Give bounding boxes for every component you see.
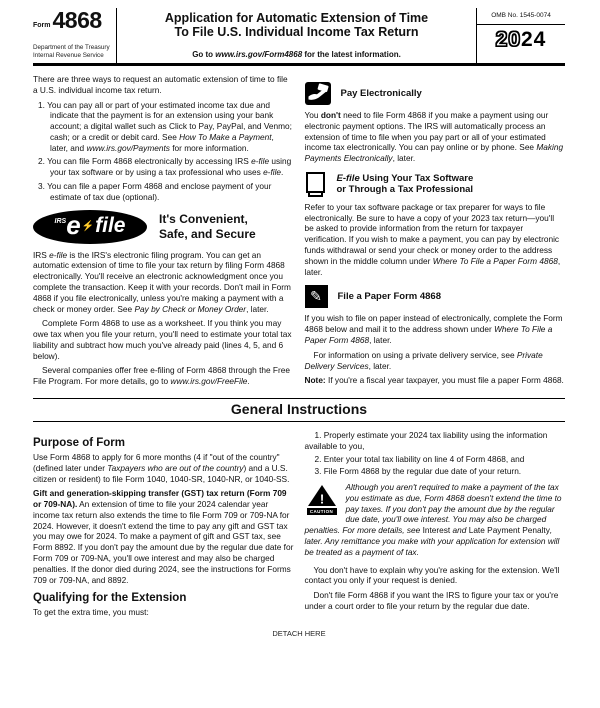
list-item-1: 1. You can pay all or part of your estimated income tax due and indicate that the payment is for an extension using your bank account; a digital wallet such as Click to Pay, PayPal, and Venmo; cash; or a credit or debit card. See How To Make a Payment, later, and www.irs.gov/Payments for more information. [38, 99, 292, 153]
right-column-bottom [305, 430, 566, 622]
form-number-block [33, 8, 117, 63]
form-number: 4868 [52, 7, 102, 33]
list-item-2: 2. You can file Form 4868 electronically by accessing IRS e-file using your tax software or by using a tax professional who uses e-file. [38, 156, 292, 178]
tax-year-century: 20 [495, 28, 521, 51]
tax-year [477, 25, 565, 52]
caution-paragraph: Although you aren't required to make a payment of the tax you estimate as due, Form 4868 doesn't extend the time to pay taxes. If you don't pay the amount due by the regular due date, you'll owe interest. You may also be charged penalties. For more details, see Interest and Late Payment Penalty, later. Any remittance you make with your application for extension will be treated as a payment of tax. [304, 482, 562, 557]
caution-note [305, 482, 566, 561]
efile-software-paragraph: Refer to your tax software package or tax preparer for ways to file electronically. Be sure to have a copy of your 2023 tax return—you'll be asked to provide information from the return for taxpayer verification. If you wish to make a payment, you can pay by electronic funds withdrawal or send your check or money order to the address shown in the middle column under Where To File a Paper Form 4868, later. [304, 201, 561, 277]
paper-form-heading [305, 285, 566, 308]
pencil-glyph: ✎ [310, 288, 322, 305]
form-header [33, 8, 565, 66]
purpose-paragraph-2: Gift and generation-skipping transfer (GST) tax return (Form 709 or 709-NA). An extension of time to file your 2024 calendar year income tax return also extends the time to file Form 709 or 709-NA for 2024. However, it doesn't extend the time to pay any gift and GST tax you may owe for 2024. To make a payment of gift and GST tax, see Form 8892. If you don't pay the amount due by the regular due date for Form 709 or 709-NA, you'll owe interest and may also be charged penalties. If the donor died during 2024, see the instructions for Forms 709 or 709-NA, and 8892. [33, 488, 294, 585]
form-title-block [117, 8, 477, 63]
detach-here-label: DETACH HERE [272, 629, 326, 639]
agency-line1: Department of the Treasury [33, 44, 110, 52]
paper-form-paragraph-1: If you wish to file on paper instead of electronically, complete the Form 4868 below and mail it to the address shown under Where To File a Paper Form 4868, later. [304, 313, 563, 345]
right-column-top [305, 74, 566, 391]
left-column-bottom [33, 430, 294, 622]
paper-form-note: Note: If you're a fiscal year taxpayer, you must file a paper Form 4868. [304, 375, 564, 386]
efile-logo-file: file [95, 214, 126, 238]
pencil-icon [305, 285, 328, 308]
paper-form-paragraph-2: For information on using a private delivery service, see Private Delivery Services, later. [304, 349, 543, 371]
qualifying-paragraph: To get the extra time, you must: [33, 607, 149, 618]
qualify-step-3: 3. File Form 4868 by the regular due date of your return. [314, 466, 522, 477]
efile-headline-line2: Safe, and Secure [159, 226, 256, 241]
caution-label: CAUTION [307, 508, 337, 515]
general-instructions-title: General Instructions [230, 400, 368, 417]
form-number-line [33, 7, 112, 33]
agency-line2: Internal Revenue Service [33, 52, 104, 60]
efile-headline-line1: It's Convenient, [159, 212, 248, 227]
efile-software-title [337, 173, 474, 196]
bottom-columns [33, 430, 565, 622]
paper-form-title: File a Paper Form 4868 [337, 291, 441, 303]
purpose-of-form-heading: Purpose of Form [33, 436, 126, 449]
left-column-top [33, 74, 294, 391]
pay-electronically-heading [305, 82, 566, 105]
omb-number: OMB No. 1545-0074 [477, 9, 565, 25]
goto-url-line: Go to www.irs.gov/Form4868 for the latest information. [192, 50, 401, 59]
agency-block [33, 44, 112, 60]
qualifying-heading: Qualifying for the Extension [33, 592, 187, 605]
computer-monitor-icon [305, 172, 327, 197]
efile-paragraph: IRS e-file is the IRS's electronic filing program. You can get an automatic extension of time to file your tax return by filing Form 4868 electronically. You'll receive an electronic acknowledgment once you complete the transaction. Keep it with your records. Don't mail in Form 4868 if you file electronically, unless you're making a payment with a check or money order. See Pay by Check or Money Order, later. [33, 249, 291, 314]
omb-year-block [477, 8, 565, 63]
form-title-line1: Application for Automatic Extension of Time [164, 11, 429, 25]
efile-logo-e: e [66, 209, 81, 240]
dont-file-paragraph: Don't file Form 4868 if you want the IRS to figure your tax or you're under a court order to file your return by the regular due date. [304, 590, 559, 611]
caution-icon [305, 484, 339, 515]
efile-promo-row [33, 210, 294, 244]
general-instructions-banner [33, 398, 565, 422]
efile-software-title-line2: or Through a Tax Professional [336, 184, 474, 196]
purpose-paragraph-1: Use Form 4868 to apply for 6 more months (4 if "out of the country" (defined later under Taxpayers who are out of the country) and a U.S. citizen or resident) to file Form 1040, 1040-SR, 1040-NR, or 1040-SS. [33, 451, 290, 484]
list-item-3: 3. You can file a paper Form 4868 and enclose payment of your estimate of tax due (optional). [38, 181, 272, 202]
worksheet-paragraph: Complete Form 4868 to use as a worksheet. If you think you may owe tax when you file your return, you'll need to estimate your total tax liability and subtract how much you've already paid (lines 4, 5, and 6 below). [33, 318, 292, 361]
intro-paragraph: There are three ways to request an automatic extension of time to file a U.S. individual income tax return. [33, 74, 288, 95]
no-explanation-paragraph: You don't have to explain why you're asking for the extension. We'll contact you only if your request is denied. [304, 564, 560, 586]
tax-year-digits: 24 [521, 28, 547, 51]
efile-logo-irs: IRS [54, 217, 67, 225]
qualify-step-1: 1. Properly estimate your 2024 tax liability using the information available to you, [304, 429, 548, 451]
lightning-icon: ⚡ [81, 221, 95, 233]
pay-electronically-paragraph: You don't need to file Form 4868 if you make a payment using our electronic payment options. The IRS will automatically process an extension of time to file when you pay part or all of your estimated income tax electronically. You can pay online or by phone. See Making Payments Electronically, later. [304, 110, 564, 164]
efile-headline [159, 212, 256, 241]
top-columns [33, 74, 565, 391]
form-title-line2: To File U.S. Individual Income Tax Return [174, 25, 419, 40]
efile-software-heading [305, 172, 566, 197]
pay-electronically-title: Pay Electronically [340, 87, 422, 99]
irs-efile-logo-icon [33, 210, 147, 244]
svg-text:!: ! [319, 491, 324, 507]
freefile-paragraph: Several companies offer free e-filing of Form 4868 through the Free File Program. For more details, go to www.irs.gov/FreeFile. [33, 365, 290, 387]
qualify-step-2: 2. Enter your total tax liability on line 4 of Form 4868, and [314, 453, 525, 464]
pay-electronically-icon [305, 82, 331, 105]
form-label: Form [33, 21, 51, 29]
efile-software-title-line1: E-file Using Your Tax Software [336, 173, 474, 185]
